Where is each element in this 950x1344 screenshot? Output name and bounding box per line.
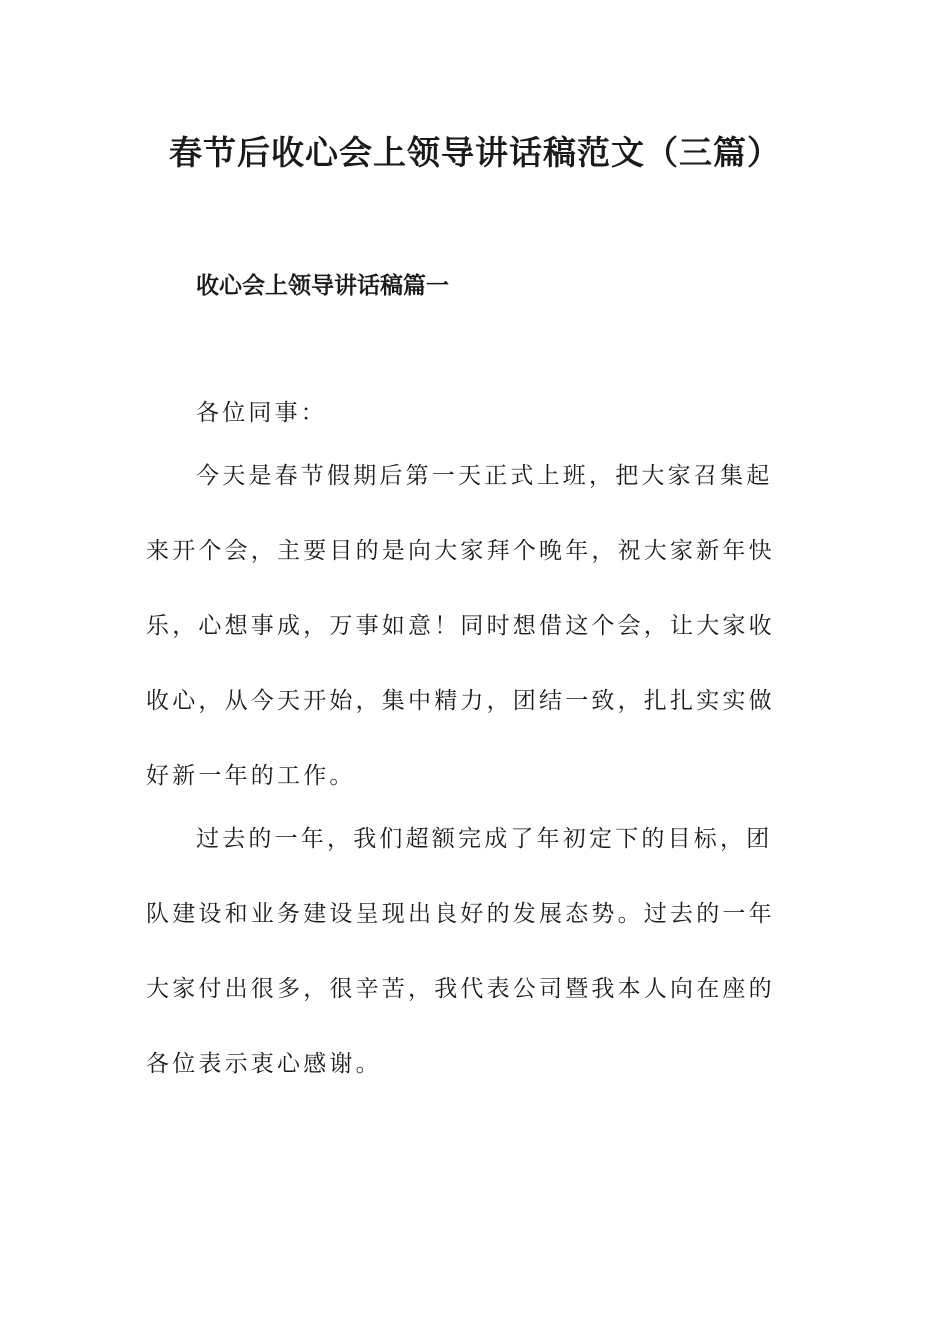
body-paragraph-1: 今天是春节假期后第一天正式上班，把大家召集起来开个会，主要目的是向大家拜个晚年，祝大家新年快乐，心想事成，万事如意！同时想借这个会，让大家收收心，从今天开始，集中精力，团结一致，扎扎实实做好新一年的工作。	[146, 463, 775, 789]
body-paragraph-2: 过去的一年，我们超额完成了年初定下的目标，团队建设和业务建设呈现出良好的发展态势。过去的一年大家付出很多，很辛苦，我代表公司暨我本人向在座的各位表示衷心感谢。	[146, 826, 775, 1077]
document-title: 春节后收心会上领导讲话稿范文（三篇）	[169, 133, 781, 172]
salutation: 各位同事：	[196, 400, 327, 426]
section-heading: 收心会上领导讲话稿篇一	[196, 273, 449, 299]
